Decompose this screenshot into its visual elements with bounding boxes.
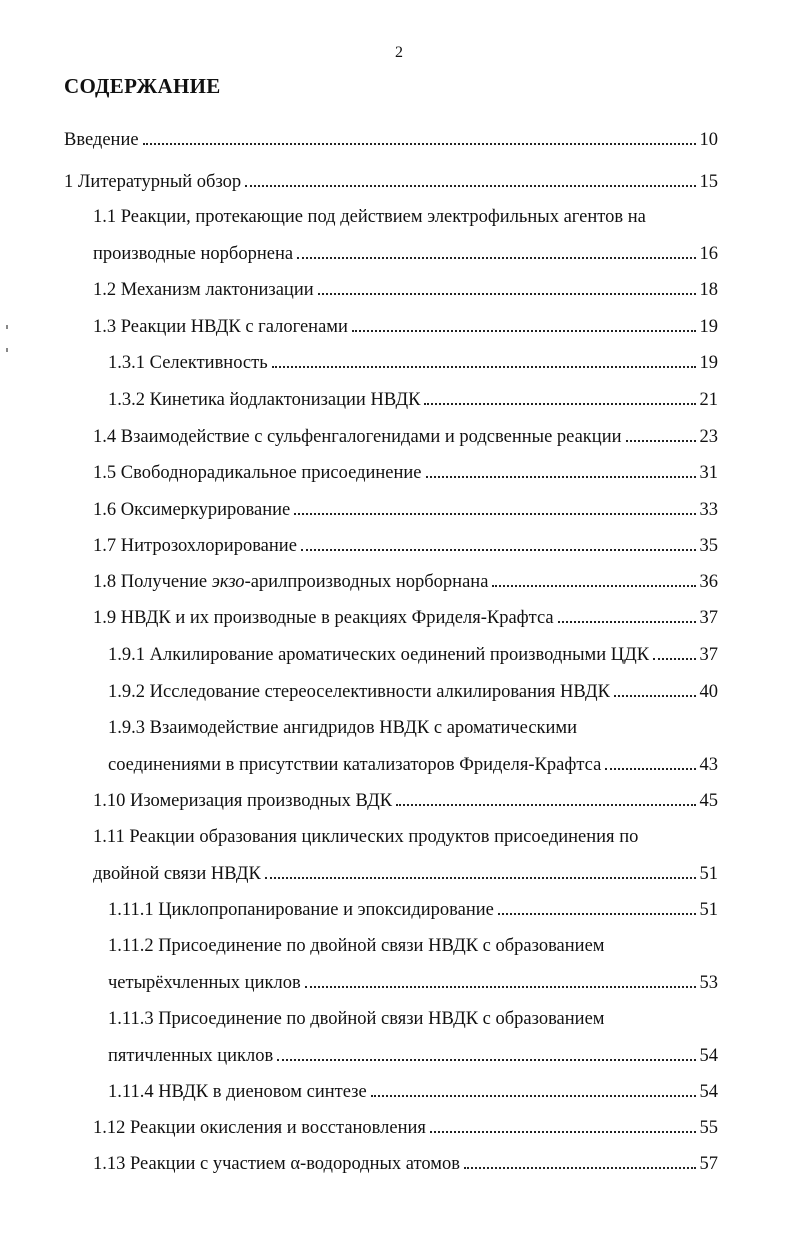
- dot-leader: [318, 293, 696, 295]
- dot-leader: [294, 513, 695, 515]
- toc-entry-text: 1.3 Реакции НВДК с галогенами: [93, 317, 348, 337]
- toc-entry[interactable]: [108, 351, 718, 375]
- toc-entry[interactable]: [108, 898, 718, 922]
- toc-entry-text: 1.9 НВДК и их производные в реакциях Фриделя-Крафтса: [93, 608, 554, 628]
- toc-page-number: 53: [699, 973, 718, 993]
- toc-page-number: 36: [699, 572, 718, 592]
- toc-entry-text: 1.12 Реакции окисления и восстановления: [93, 1118, 426, 1138]
- toc-page-number: 31: [699, 463, 718, 483]
- toc-page-number: 23: [699, 427, 718, 447]
- toc-page-number: 10: [699, 130, 718, 150]
- dot-leader: [245, 185, 695, 187]
- toc-page-number: 15: [699, 172, 718, 192]
- toc-entry-text-line1: 1.11.3 Присоединение по двойной связи НВДК с образованием: [108, 1009, 605, 1029]
- toc-entry[interactable]: [93, 534, 718, 558]
- dot-leader: [265, 877, 696, 879]
- toc-entry-text: 1.3.2 Кинетика йодлактонизации НВДК: [108, 390, 421, 410]
- dot-leader: [277, 1059, 695, 1061]
- toc-entry-text: двойной связи НВДК: [93, 864, 261, 884]
- toc-entry-text: производные норборнена: [93, 244, 294, 264]
- dot-leader: [424, 403, 695, 405]
- toc-entry[interactable]: [108, 934, 718, 995]
- dot-leader: [626, 440, 696, 442]
- toc-page-number: 19: [699, 317, 718, 337]
- toc-page-number: 21: [699, 390, 718, 410]
- margin-mark: [6, 325, 8, 329]
- dot-leader: [352, 330, 696, 332]
- toc-page-number: 35: [699, 536, 718, 556]
- toc-entry-text: 1.9.1 Алкилирование ароматических оединений производными ЦДК: [108, 645, 650, 665]
- toc-entry-text: 1.13 Реакции с участием α-водородных атомов: [93, 1154, 460, 1174]
- toc-entry[interactable]: [93, 461, 718, 485]
- dot-leader: [396, 804, 695, 806]
- toc-entry[interactable]: [108, 643, 718, 667]
- toc-entry-text: 1.4 Взаимодействие с сульфенгалогенидами и родсвенные реакции: [93, 427, 622, 447]
- toc-entry-text-line1: 1.9.3 Взаимодействие ангидридов НВДК с ароматическими: [108, 718, 578, 738]
- toc-page-number: 54: [699, 1046, 718, 1066]
- toc-page-number: 33: [699, 500, 718, 520]
- toc-entry-text: пятичленных циклов: [108, 1046, 274, 1066]
- toc-entry-text-italic: экзо: [211, 572, 245, 592]
- toc-entry-text-line1: 1.11.2 Присоединение по двойной связи НВДК с образованием: [108, 936, 605, 956]
- toc-entry[interactable]: [108, 1007, 718, 1068]
- toc-page-number: 55: [699, 1118, 718, 1138]
- dot-leader: [143, 143, 696, 145]
- toc-entry[interactable]: [108, 716, 718, 777]
- toc-entry[interactable]: [108, 680, 718, 704]
- toc-entry-text-line1: 1.1 Реакции, протекающие под действием электрофильных агентов на: [93, 207, 646, 227]
- toc-entry[interactable]: [93, 789, 718, 813]
- toc-page-number: 43: [699, 755, 718, 775]
- toc-entry-text: 1.9.2 Исследование стереоселективности алкилирования НВДК: [108, 682, 610, 702]
- toc-entry[interactable]: [64, 170, 718, 194]
- toc-page-number: 18: [699, 280, 718, 300]
- toc-entry-text: 1.8 Получение экзо-арилпроизводных норборнана: [93, 572, 489, 592]
- toc-page-number: 19: [699, 353, 718, 373]
- toc-entry-text: Введение: [64, 130, 139, 150]
- toc-entry[interactable]: [93, 498, 718, 522]
- toc-entry[interactable]: [108, 1080, 718, 1104]
- toc-entry-text: 1.11.1 Циклопропанирование и эпоксидирование: [108, 900, 494, 920]
- toc-page-number: 57: [699, 1154, 718, 1174]
- toc-entry-text: 1 Литературный обзор: [64, 172, 242, 192]
- dot-leader: [371, 1095, 696, 1097]
- dot-leader: [297, 257, 695, 259]
- toc-entry[interactable]: [93, 1116, 718, 1140]
- toc-entry-text: 1.5 Свободнорадикальное присоединение: [93, 463, 422, 483]
- dot-leader: [272, 366, 696, 368]
- toc-entry[interactable]: [93, 425, 718, 449]
- toc-page-number: 51: [699, 864, 718, 884]
- toc-entry-text: 1.7 Нитрозохлорирование: [93, 536, 297, 556]
- toc-entry[interactable]: [93, 825, 718, 886]
- toc-page-number: 37: [699, 645, 718, 665]
- toc-entry[interactable]: [93, 278, 718, 302]
- dot-leader: [430, 1131, 696, 1133]
- toc-entry-text: 1.6 Оксимеркурирование: [93, 500, 291, 520]
- dot-leader: [492, 585, 695, 587]
- dot-leader: [301, 549, 696, 551]
- toc-entry[interactable]: [64, 128, 718, 152]
- dot-leader: [426, 476, 696, 478]
- toc-entry-text: 1.2 Механизм лактонизации: [93, 280, 314, 300]
- toc-entry[interactable]: [93, 205, 718, 266]
- toc-entry-text: четырёхчленных циклов: [108, 973, 301, 993]
- toc-entry-text: 1.11.4 НВДК в диеновом синтезе: [108, 1082, 367, 1102]
- toc-page-number: 37: [699, 608, 718, 628]
- toc-page-number: 16: [699, 244, 718, 264]
- toc-entry[interactable]: [108, 388, 718, 412]
- toc-entry[interactable]: [93, 606, 718, 630]
- toc-page-number: 40: [699, 682, 718, 702]
- page-number: 2: [395, 44, 403, 61]
- page-title: СОДЕРЖАНИЕ: [64, 74, 221, 98]
- dot-leader: [464, 1167, 696, 1169]
- toc-page-number: 51: [699, 900, 718, 920]
- toc-entry[interactable]: [93, 570, 718, 594]
- toc-entry[interactable]: [93, 315, 718, 339]
- toc-entry[interactable]: [93, 1152, 718, 1176]
- dot-leader: [498, 913, 696, 915]
- dot-leader: [614, 695, 696, 697]
- margin-mark: [6, 348, 8, 352]
- dot-leader: [605, 768, 695, 770]
- toc-entry-text: соединениями в присутствии катализаторов Фриделя-Крафтса: [108, 755, 602, 775]
- toc-entry-text-line1: 1.11 Реакции образования циклических продуктов присоединения по: [93, 827, 639, 847]
- toc-entry-text: 1.10 Изомеризация производных ВДК: [93, 791, 393, 811]
- toc-entry-text: 1.3.1 Селективность: [108, 353, 268, 373]
- dot-leader: [305, 986, 696, 988]
- dot-leader: [558, 621, 696, 623]
- dot-leader: [653, 658, 695, 660]
- toc-page-number: 45: [699, 791, 718, 811]
- toc-page-number: 54: [699, 1082, 718, 1102]
